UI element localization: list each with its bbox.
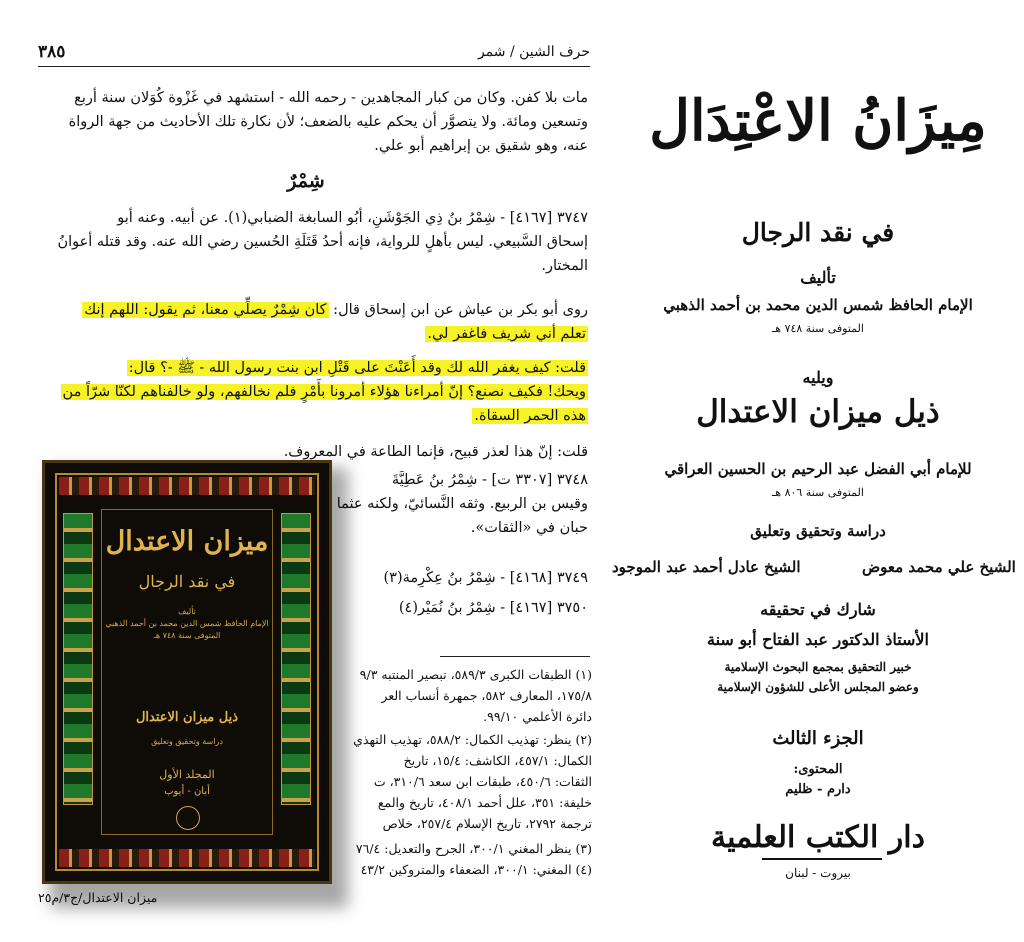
cover-addendum: ذيل ميزان الاعتدال: [135, 710, 239, 725]
entry-3749: ٣٧٤٩ [٤١٦٨] - شِمْرُ بنُ عِكْرِمة(٣): [383, 570, 588, 586]
publisher-name: دار الكتب العلمية: [711, 820, 925, 855]
contents-range: دارم - ظليم: [785, 782, 851, 797]
cover-ornament-band: [59, 477, 315, 495]
footnote-divider: [440, 656, 590, 657]
dhayl-title: ذيل ميزان الاعتدال: [696, 394, 940, 430]
cover-side-ornament: [63, 513, 93, 805]
page-header: [38, 42, 590, 67]
entry-3747: [38, 206, 588, 278]
cover-volume-range: أبان - أيوب: [164, 786, 210, 797]
text-line: عنه، وهو شقيق بن إبراهيم أبو علي.: [374, 138, 588, 154]
cover-title: ميزان الاعتدال: [105, 526, 269, 557]
cover-author-line: المتوفى سنة ٧٤٨ هـ: [153, 631, 221, 640]
book-subtitle: في نقد الرجال: [741, 218, 895, 247]
cover-author-line: تأليف: [178, 607, 196, 616]
highlighted-quote: قلت: كيف يغفر الله لك وقد أَعَنْتَ على قَتْلِ ابن بنت رسول الله - ﷺ -؟ قال:: [128, 360, 586, 376]
footnote-line: (٣) ينظر المغني ٣٠٠/١، الجرح والتعديل: ٧٦/٤: [355, 841, 592, 856]
running-header: حرف الشين / شمر: [477, 44, 590, 60]
highlighted-quote: تعلم أني شريف فاغفر لي.: [427, 326, 586, 342]
highlighted-quote: هذه الحمر السقاة.: [474, 408, 586, 424]
intro-paragraph: [38, 86, 588, 158]
dhayl-author: للإمام أبي الفضل عبد الرحيم بن الحسين العراقي: [664, 460, 972, 478]
author-death-date: المتوفى سنة ٧٤٨ هـ: [772, 322, 864, 335]
text-line: إسحاق السَّبيعي. ليس بأهلٍ للرواية، فإنه أحدُ قَتَلَةِ الحُسين رضي الله عنه. وقد قتله أعوانُ: [57, 234, 588, 250]
footnote-line: ترجمة ٢٧٩٢، تاريخ الإسلام ٢٥٧/٤، خلاص: [382, 816, 592, 831]
footnote-line: (٢) ينظر: تهذيب الكمال: ٥٨٨/٢، تهذيب التهذي: [353, 732, 592, 747]
editor-name: الشيخ علي محمد معوض: [862, 558, 1016, 576]
volume-label: الجزء الثالث: [772, 728, 864, 749]
quote-intro: روى أبو بكر بن عياش عن ابن إسحاق قال:: [328, 302, 588, 318]
contributor-role: خبير التحقيق بمجمع البحوث الإسلامية: [724, 660, 912, 674]
text-line: ٣٧٤٨ [٣٣٠٧ ت] - شِمْرُ بنُ عَطِيَّةَ: [391, 472, 588, 488]
entry-3750: ٣٧٥٠ [٤١٦٧] - شِمْرُ بنُ نُمَيْر(٤): [398, 600, 588, 616]
editor-name: الشيخ عادل أحمد عبد الموجود: [612, 558, 801, 576]
footnote-line: (١) الطبقات الكبرى ٥٨٩/٣، تبصير المنتبه ٩/٣: [359, 667, 592, 682]
text-line: وقيس بن الربيع. وثقه النَّسائيّ، ولكنه عثما: [336, 496, 588, 512]
publisher-location: بيروت - لبنان: [785, 866, 851, 880]
highlighted-quote: ويحك! فكيف نصنع؟ إنّ أمراءنا هؤلاء أمرونا بأَمْرٍ فلم نخالفهم، ولو خالفناهم لكنّا شرّاً من: [62, 384, 586, 400]
cover-volume: المجلد الأول: [159, 768, 215, 781]
section-title: شِمْرٌ: [287, 170, 325, 192]
highlighted-quote: كان شِمْرٌ يصلِّي معنا، ثم يقول: اللهم إنك: [84, 302, 327, 318]
text-line: حبان في «الثقات».: [470, 520, 588, 536]
contents-label: المحتوى:: [793, 762, 843, 777]
text-line: وتسعين ومائة. ولا يتصوَّر أن يحكم عليه بالضعف؛ لأن نكارة تلك الأحاديث من جهة الرواة: [68, 114, 588, 130]
contributor-role: وعضو المجلس الأعلى للشؤون الإسلامية: [717, 680, 919, 694]
book-cover-image: [42, 460, 332, 884]
publisher-divider: [762, 858, 882, 860]
page-footer: ميزان الاعتدال/ج٣/م٢٥: [38, 890, 158, 905]
footnote-line: خليفة: ٣٥١، علل أحمد ٤٠٨/١، تاريخ والمع: [377, 795, 592, 810]
footnote-line: الكمال: ٤٥٧/١، الكاشف: ١٥/٤، تاريخ: [403, 753, 592, 768]
footnote-line: (٤) المغني: ٣٠٠/١، الضعفاء والمتروكين ٤٣/٢: [360, 862, 592, 877]
contributor-name: الأستاذ الدكتور عبد الفتاح أبو سنة: [706, 630, 929, 649]
book-title: مِيزَانُ الاعْتِدَال: [649, 88, 987, 154]
comment-line: قلت: إنّ هذا لعذر قبيح، فإنما الطاعة في المعروف.: [283, 444, 588, 460]
author-name: الإمام الحافظ شمس الدين محمد بن أحمد الذهبي: [663, 296, 973, 314]
cover-editors-line: دراسة وتحقيق وتعليق: [151, 737, 223, 746]
cover-ornament-band: [59, 849, 315, 867]
title-page: [612, 0, 1024, 942]
footnote-line: دائرة الأعلمي ٩٩/١٠.: [483, 709, 592, 724]
footnote-line: الثقات: ٤٥٠/٦، طبقات ابن سعد ٣١٠/٦، ت: [373, 774, 592, 789]
and-after-label: ويليه: [802, 368, 834, 387]
authored-by-label: تأليف: [800, 268, 836, 287]
cover-panel: [101, 509, 273, 835]
cover-author-line: الإمام الحافظ شمس الدين محمد بن أحمد الذهبي: [105, 619, 269, 628]
study-label: دراسة وتحقيق وتعليق: [750, 522, 886, 540]
dhayl-death-date: المتوفى سنة ٨٠٦ هـ: [772, 486, 864, 499]
participated-label: شارك في تحقيقه: [760, 600, 876, 619]
page-number: ٣٨٥: [38, 42, 66, 62]
publisher-logo-icon: [176, 806, 200, 830]
footnote-line: ١٧٥/٨، المعارف ٥٨٢، جمهرة أنساب العر: [381, 688, 592, 703]
text-line: مات بلا كفن. وكان من كبار المجاهدين - رحمه الله - استشهد في غَزْوة كُوَلان سنة أربع: [74, 90, 588, 106]
text-line: ٣٧٤٧ [٤١٦٧] - شِمْرُ بنُ ذِي الجَوْشَنِ، أبُو السابغة الضبابي(١). عن أبيه. وعنه أبو: [117, 210, 588, 226]
quote-paragraph-2: [38, 356, 588, 428]
quote-paragraph-1: [38, 298, 588, 346]
cover-subtitle: في نقد الرجال: [138, 572, 236, 591]
cover-side-ornament: [281, 513, 311, 805]
text-line: المختار.: [541, 258, 588, 274]
